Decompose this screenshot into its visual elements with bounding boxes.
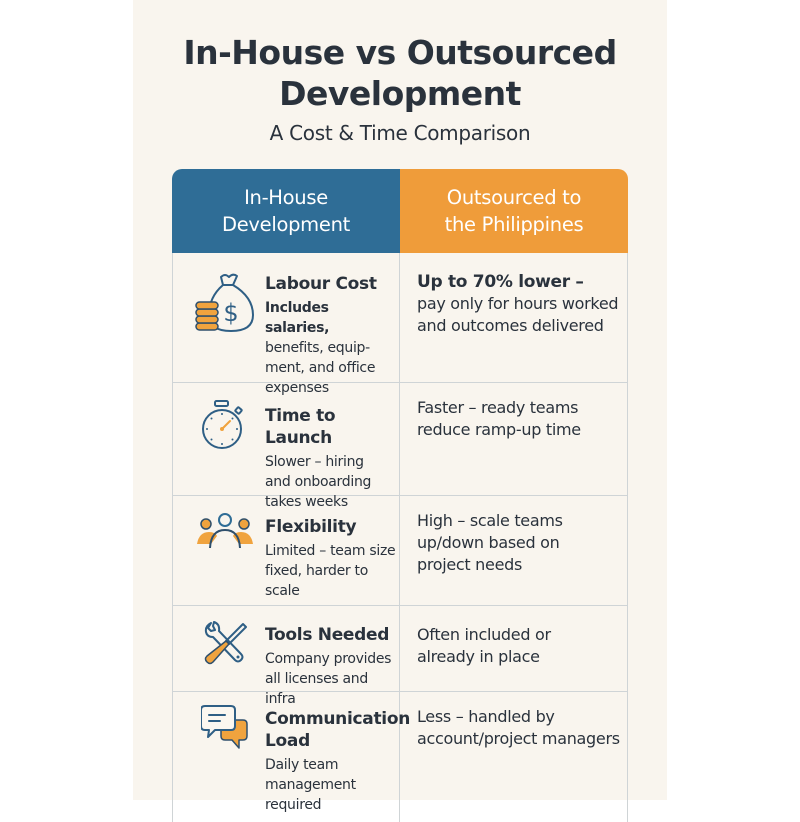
outsourced-cell xyxy=(400,606,627,691)
desc-line: all licenses and infra xyxy=(265,671,368,707)
desc-line: Company provides xyxy=(265,651,392,667)
row-title: Time to Launch xyxy=(265,406,336,448)
table-header xyxy=(172,169,628,253)
infographic-panel xyxy=(133,0,667,813)
title-line-1: In-House vs Outsourced xyxy=(183,33,617,72)
desc-line: High – scale teams xyxy=(416,511,563,530)
row-label xyxy=(265,516,397,601)
row-title: Labour Cost xyxy=(265,274,377,294)
in-house-cell xyxy=(173,606,400,707)
desc-line: ment, and office xyxy=(265,360,376,376)
desc-line: scale xyxy=(265,583,300,599)
column-header-label: In-House xyxy=(244,186,328,209)
column-header-label: Development xyxy=(222,213,350,236)
desc-line: project needs xyxy=(416,555,523,574)
desc-line: and outcomes delivered xyxy=(416,316,604,335)
row-title xyxy=(265,708,410,752)
page-title xyxy=(133,32,667,114)
desc-line: and onboarding xyxy=(265,474,372,490)
in-house-cell xyxy=(173,496,400,605)
comparison-table xyxy=(172,169,628,822)
desc-line: Faster – ready teams xyxy=(416,398,579,417)
desc-line: takes weeks xyxy=(265,494,348,510)
column-header-outsourced xyxy=(400,169,628,253)
desc-line: management xyxy=(265,777,356,793)
desc-line: required xyxy=(265,797,322,813)
table-row-time-to-launch xyxy=(172,383,628,510)
desc-line: Limited – team size xyxy=(265,543,396,559)
column-header-in-house xyxy=(172,169,400,253)
row-title: Tools Needed xyxy=(265,625,390,645)
in-house-cell xyxy=(173,692,410,822)
row-title: Flexibility xyxy=(265,517,357,537)
table-row-labour-cost xyxy=(172,253,628,396)
outsourced-cell xyxy=(400,383,627,495)
desc-line: Up to 70% lower – xyxy=(416,272,584,292)
row-title-line: Load xyxy=(265,731,310,751)
row-label xyxy=(265,708,410,815)
in-house-description xyxy=(265,755,397,815)
page-subtitle: A Cost & Time Comparison xyxy=(269,121,531,145)
row-title-line: Communication xyxy=(265,709,410,729)
desc-line: Daily team xyxy=(265,757,339,773)
column-header-label: Outsourced to xyxy=(446,186,582,209)
desc-line: up/down based on xyxy=(416,533,560,552)
table-row-communication-load xyxy=(172,692,628,822)
desc-line: Includes salaries, xyxy=(265,300,330,336)
desc-line: benefits, equip- xyxy=(265,340,370,356)
svg-text:$: $ xyxy=(223,299,239,327)
desc-line: reduce ramp-up time xyxy=(416,420,581,439)
column-header-label: the Philippines xyxy=(444,213,584,236)
outsourced-cell xyxy=(400,253,627,382)
table-row-flexibility xyxy=(172,496,628,606)
chat-bubbles-icon xyxy=(201,704,249,750)
outsourced-cell xyxy=(400,692,627,822)
in-house-description xyxy=(265,541,397,601)
in-house-cell xyxy=(173,383,400,510)
desc-line: Less – handled by xyxy=(416,707,555,726)
team-icon xyxy=(197,512,253,552)
title-line-2: Development xyxy=(279,74,521,113)
desc-line: account/project managers xyxy=(416,729,620,748)
desc-line: Often included or xyxy=(416,625,551,644)
table-row-tools-needed xyxy=(172,606,628,707)
row-label xyxy=(265,273,397,398)
in-house-cell xyxy=(173,253,400,396)
desc-line: already in place xyxy=(416,647,540,666)
desc-line: fixed, harder to xyxy=(265,563,368,579)
outsourced-cell xyxy=(400,496,627,605)
desc-line: pay only for hours worked xyxy=(416,294,619,313)
money-bag-icon xyxy=(191,271,257,337)
tools-icon xyxy=(203,620,249,666)
stopwatch-icon xyxy=(201,399,249,451)
desc-line: expenses xyxy=(265,380,329,396)
desc-line: Slower – hiring xyxy=(265,454,364,470)
